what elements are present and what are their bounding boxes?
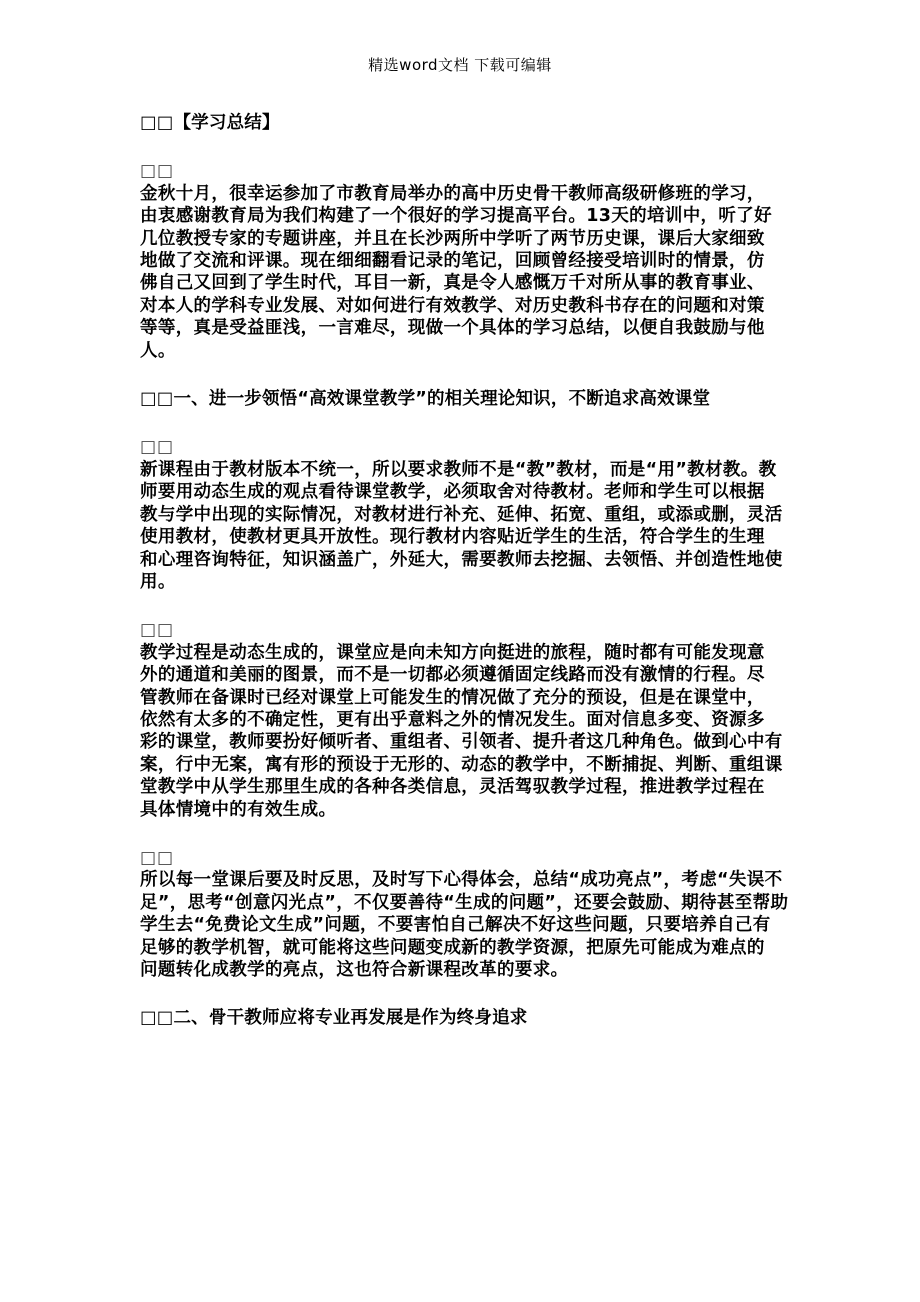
text-line: 人。 (140, 340, 176, 361)
document-body (140, 112, 789, 1030)
text-line: 足”，思考“创意闪光点”，不仅要善待“生成的问题”，还要会鼓励、期待甚至帮助 (140, 892, 789, 913)
text-line: 具体情境中的有效生成。 (140, 799, 337, 820)
text-line: 佛自己又回到了学生时代，耳目一新，真是令人感慨万千对所从事的教育事业、 (140, 273, 765, 294)
section1-paragraph-1 (140, 459, 783, 593)
text-line: 和心理咨询特征，知识涵盖广，外延大，需要教师去挖掘、去领悟、并创造性地使 (140, 549, 783, 570)
paragraph-marker: □□ (140, 161, 175, 182)
text-line: 足够的教学机智，就可能将这些问题变成新的教学资源，把原先可能成为难点的 (140, 937, 765, 958)
text-line: 教与学中出现的实际情况，对教材进行补充、延伸、拓宽、重组，或添或删，灵活 (140, 504, 783, 525)
section1-paragraph-3 (140, 869, 789, 981)
page-header: 精选word文档 下载可编辑 (368, 56, 552, 74)
section-heading-2: □□二、骨干教师应将专业再发展是作为终身追求 (140, 1008, 528, 1029)
paragraph-marker: □□ (140, 437, 175, 458)
text-line: 地做了交流和评课。现在细细翻看记录的笔记，回顾曾经接受培训时的情景，仿 (140, 251, 765, 272)
section1-paragraph-2 (140, 642, 783, 821)
text-line: 依然有太多的不确定性，更有出乎意料之外的情况发生。面对信息多变、资源多 (140, 709, 765, 730)
text-line: 新课程由于教材版本不统一，所以要求教师不是“教”教材，而是“用”教材教。教 (140, 459, 777, 480)
text-line: 问题转化成教学的亮点，这也符合新课程改革的要求。 (140, 960, 569, 980)
paragraph-marker: □□ (140, 620, 175, 641)
text-line: 几位教授专家的专题讲座，并且在长沙两所中学听了两节历史课，课后大家细致 (140, 228, 765, 249)
text-line: 教学过程是动态生成的，课堂应是向未知方向挺进的旅程，随时都有可能发现意 (140, 642, 765, 663)
text-line: 对本人的学科专业发展、对如何进行有效教学、对历史教科书存在的问题和对策 (140, 295, 765, 316)
text-line: 彩的课堂，教师要扮好倾听者、重组者、引领者、提升者这几种角色。做到心中有 (140, 732, 783, 753)
text-line: 案，行中无案，寓有形的预设于无形的、动态的教学中，不断捕捉、判断、重组课 (140, 754, 783, 775)
intro-paragraph (140, 183, 780, 362)
text-line: 管教师在备课时已经对课堂上可能发生的情况做了充分的预设，但是在课堂中， (140, 687, 765, 708)
text-line: 外的通道和美丽的图景，而不是一切都必须遵循固定线路而没有激情的行程。尽 (140, 665, 765, 686)
text-line: 用。 (140, 571, 176, 592)
section-heading-1: □□一、进一步领悟“高效课堂教学”的相关理论知识，不断追求高效课堂 (140, 389, 711, 410)
text-line: 由衷感谢教育局为我们构建了一个很好的学习提高平台。13天的培训中，听了好 (140, 206, 772, 227)
text-line: 所以每一堂课后要及时反思，及时写下心得体会，总结“成功亮点”，考虑“失误不 (140, 870, 783, 891)
text-line: 金秋十月，很幸运参加了市教育局举办的高中历史骨干教师高级研修班的学习， (140, 183, 765, 204)
summary-title: □□【学习总结】 (140, 113, 280, 133)
text-line: 学生去“免费论文生成”问题，不要害怕自己解决不好这些问题，只要培养自己有 (140, 915, 771, 936)
paragraph-marker: □□ (140, 847, 175, 868)
text-line: 堂教学中从学生那里生成的各种各类信息，灵活驾驭教学过程，推进教学过程在 (140, 777, 765, 798)
text-line: 使用教材，使教材更具开放性。现行教材内容贴近学生的生活，符合学生的生理 (140, 527, 765, 548)
text-line: 师要用动态生成的观点看待课堂教学，必须取舍对待教材。老师和学生可以根据 (140, 482, 765, 503)
text-line: 等等，真是受益匪浅，一言难尽，现做一个具体的学习总结，以便自我鼓励与他 (140, 318, 765, 339)
